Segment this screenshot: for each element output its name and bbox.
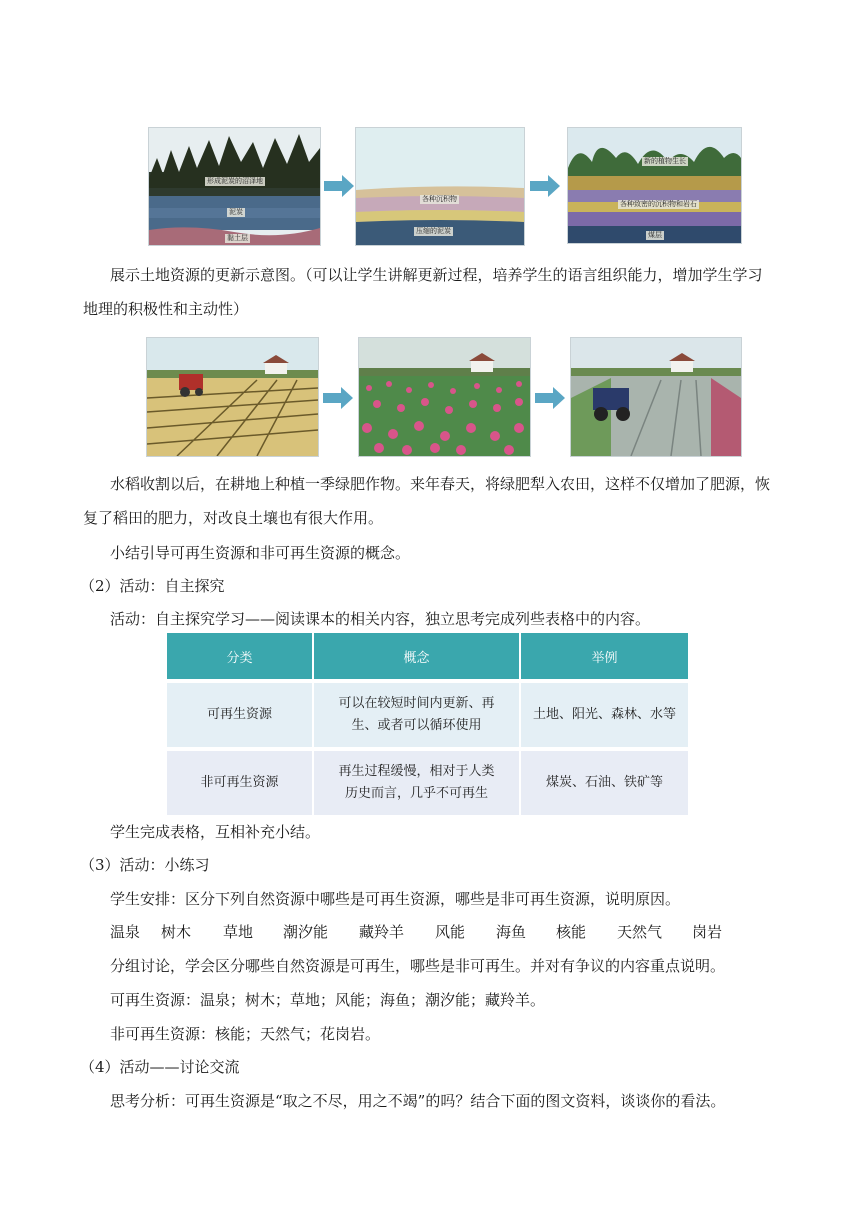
table-header-category: 分类 bbox=[167, 633, 313, 681]
table-cell-category: 非可再生资源 bbox=[167, 749, 313, 815]
para2-line2: 复了稻田的肥力，对改良土壤也有很大作用。 bbox=[83, 509, 384, 527]
word-item: 天然气 bbox=[617, 923, 663, 941]
word-item: 藏羚羊 bbox=[359, 923, 405, 941]
section3-heading: （3）活动：小练习 bbox=[80, 856, 210, 874]
word-item: 海鱼 bbox=[496, 923, 527, 941]
concept-line: 可以在较短时间内更新、再 bbox=[338, 696, 495, 711]
arrow-right-icon bbox=[323, 387, 353, 409]
word-item: 核能 bbox=[556, 923, 587, 941]
figure-plowing-field bbox=[570, 337, 742, 457]
rice-harvest-illustration bbox=[147, 338, 318, 456]
figure-rice-harvest bbox=[146, 337, 319, 457]
section3-renewable: 可再生资源：温泉；树木；草地；风能；海鱼；潮汐能；藏羚羊。 bbox=[110, 991, 546, 1009]
section3-nonrenewable: 非可再生资源：核能；天然气；花岗岩。 bbox=[110, 1025, 381, 1043]
word-item: 潮汐能 bbox=[283, 923, 329, 941]
plowing-illustration bbox=[571, 338, 741, 456]
table-cell-example: 土地、阳光、森林、水等 bbox=[520, 681, 688, 749]
table-cell-concept bbox=[313, 681, 520, 749]
fig3-label-new-plants: 新的植物生长 bbox=[644, 157, 686, 165]
para3: 小结引导可再生资源和非可再生资源的概念。 bbox=[110, 544, 411, 562]
figure-peat-swamp bbox=[148, 127, 321, 246]
figure-coal-formation bbox=[567, 127, 742, 244]
table-row bbox=[167, 681, 688, 749]
fig2-label-compressed-peat: 压缩的泥炭 bbox=[416, 227, 451, 235]
figure-green-manure bbox=[358, 337, 531, 457]
peat-swamp-illustration bbox=[149, 128, 320, 245]
fig1-label-peat: 泥炭 bbox=[229, 208, 243, 216]
resource-table bbox=[167, 633, 688, 815]
para1-line1: 展示土地资源的更新示意图。（可以让学生讲解更新过程，培养学生的语言组织能力，增加学生学习 bbox=[110, 266, 763, 284]
after-table-text: 学生完成表格，互相补充小结。 bbox=[110, 823, 321, 841]
word-item: 树木 bbox=[161, 923, 192, 941]
arrow-right-icon bbox=[535, 387, 565, 409]
word-item: 温泉 bbox=[110, 923, 141, 941]
section2-text: 活动：自主探究学习——阅读课本的相关内容，独立思考完成列些表格中的内容。 bbox=[110, 610, 651, 628]
section4-text: 思考分析：可再生资源是“取之不尽，用之不竭”的吗？结合下面的图文资料，谈谈你的看法。 bbox=[110, 1092, 726, 1110]
table-cell-example: 煤炭、石油、铁矿等 bbox=[520, 749, 688, 815]
fig1-label-swamp: 形成泥炭的沼泽地 bbox=[207, 177, 263, 185]
resource-word-list bbox=[0, 922, 860, 942]
coal-formation-illustration bbox=[568, 128, 741, 243]
table-cell-category: 可再生资源 bbox=[167, 681, 313, 749]
fig2-label-sediment: 各种沉积物 bbox=[422, 195, 457, 203]
arrow-right-icon bbox=[530, 175, 560, 197]
section4-heading: （4）活动——讨论交流 bbox=[80, 1058, 240, 1076]
para2-line1: 水稻收割以后，在耕地上种植一季绿肥作物。来年春天，将绿肥犁入农田，这样不仅增加了肥源，恢 bbox=[110, 475, 771, 493]
green-manure-illustration bbox=[359, 338, 530, 456]
arrow-right-icon bbox=[324, 175, 354, 197]
table-cell-concept bbox=[313, 749, 520, 815]
fig3-label-dense-rocks: 各种致密的沉积物和岩石 bbox=[620, 200, 697, 208]
section3-discussion: 分组讨论，学会区分哪些自然资源是可再生，哪些是非可再生。并对有争议的内容重点说明。 bbox=[110, 957, 726, 975]
fig1-label-clay: 黏土层 bbox=[227, 234, 248, 242]
section3-task: 学生安排：区分下列自然资源中哪些是可再生资源，哪些是非可再生资源，说明原因。 bbox=[110, 890, 681, 908]
table-header-row bbox=[167, 633, 688, 681]
table-header-example: 举例 bbox=[520, 633, 688, 681]
section2-heading: （2）活动：自主探究 bbox=[80, 577, 225, 595]
concept-line: 历史而言，几乎不可再生 bbox=[344, 786, 488, 801]
para1-line2: 地理的积极性和主动性） bbox=[83, 300, 249, 318]
concept-line: 再生过程缓慢，相对于人类 bbox=[338, 764, 495, 779]
table-row bbox=[167, 749, 688, 815]
word-item: 风能 bbox=[435, 923, 466, 941]
word-item: 草地 bbox=[223, 923, 254, 941]
fig3-label-coal: 煤层 bbox=[648, 231, 662, 239]
figure-sediment-layers bbox=[355, 127, 525, 246]
word-item: 岗岩 bbox=[692, 923, 723, 941]
concept-line: 生、或者可以循环使用 bbox=[351, 718, 482, 733]
table-header-concept: 概念 bbox=[313, 633, 520, 681]
